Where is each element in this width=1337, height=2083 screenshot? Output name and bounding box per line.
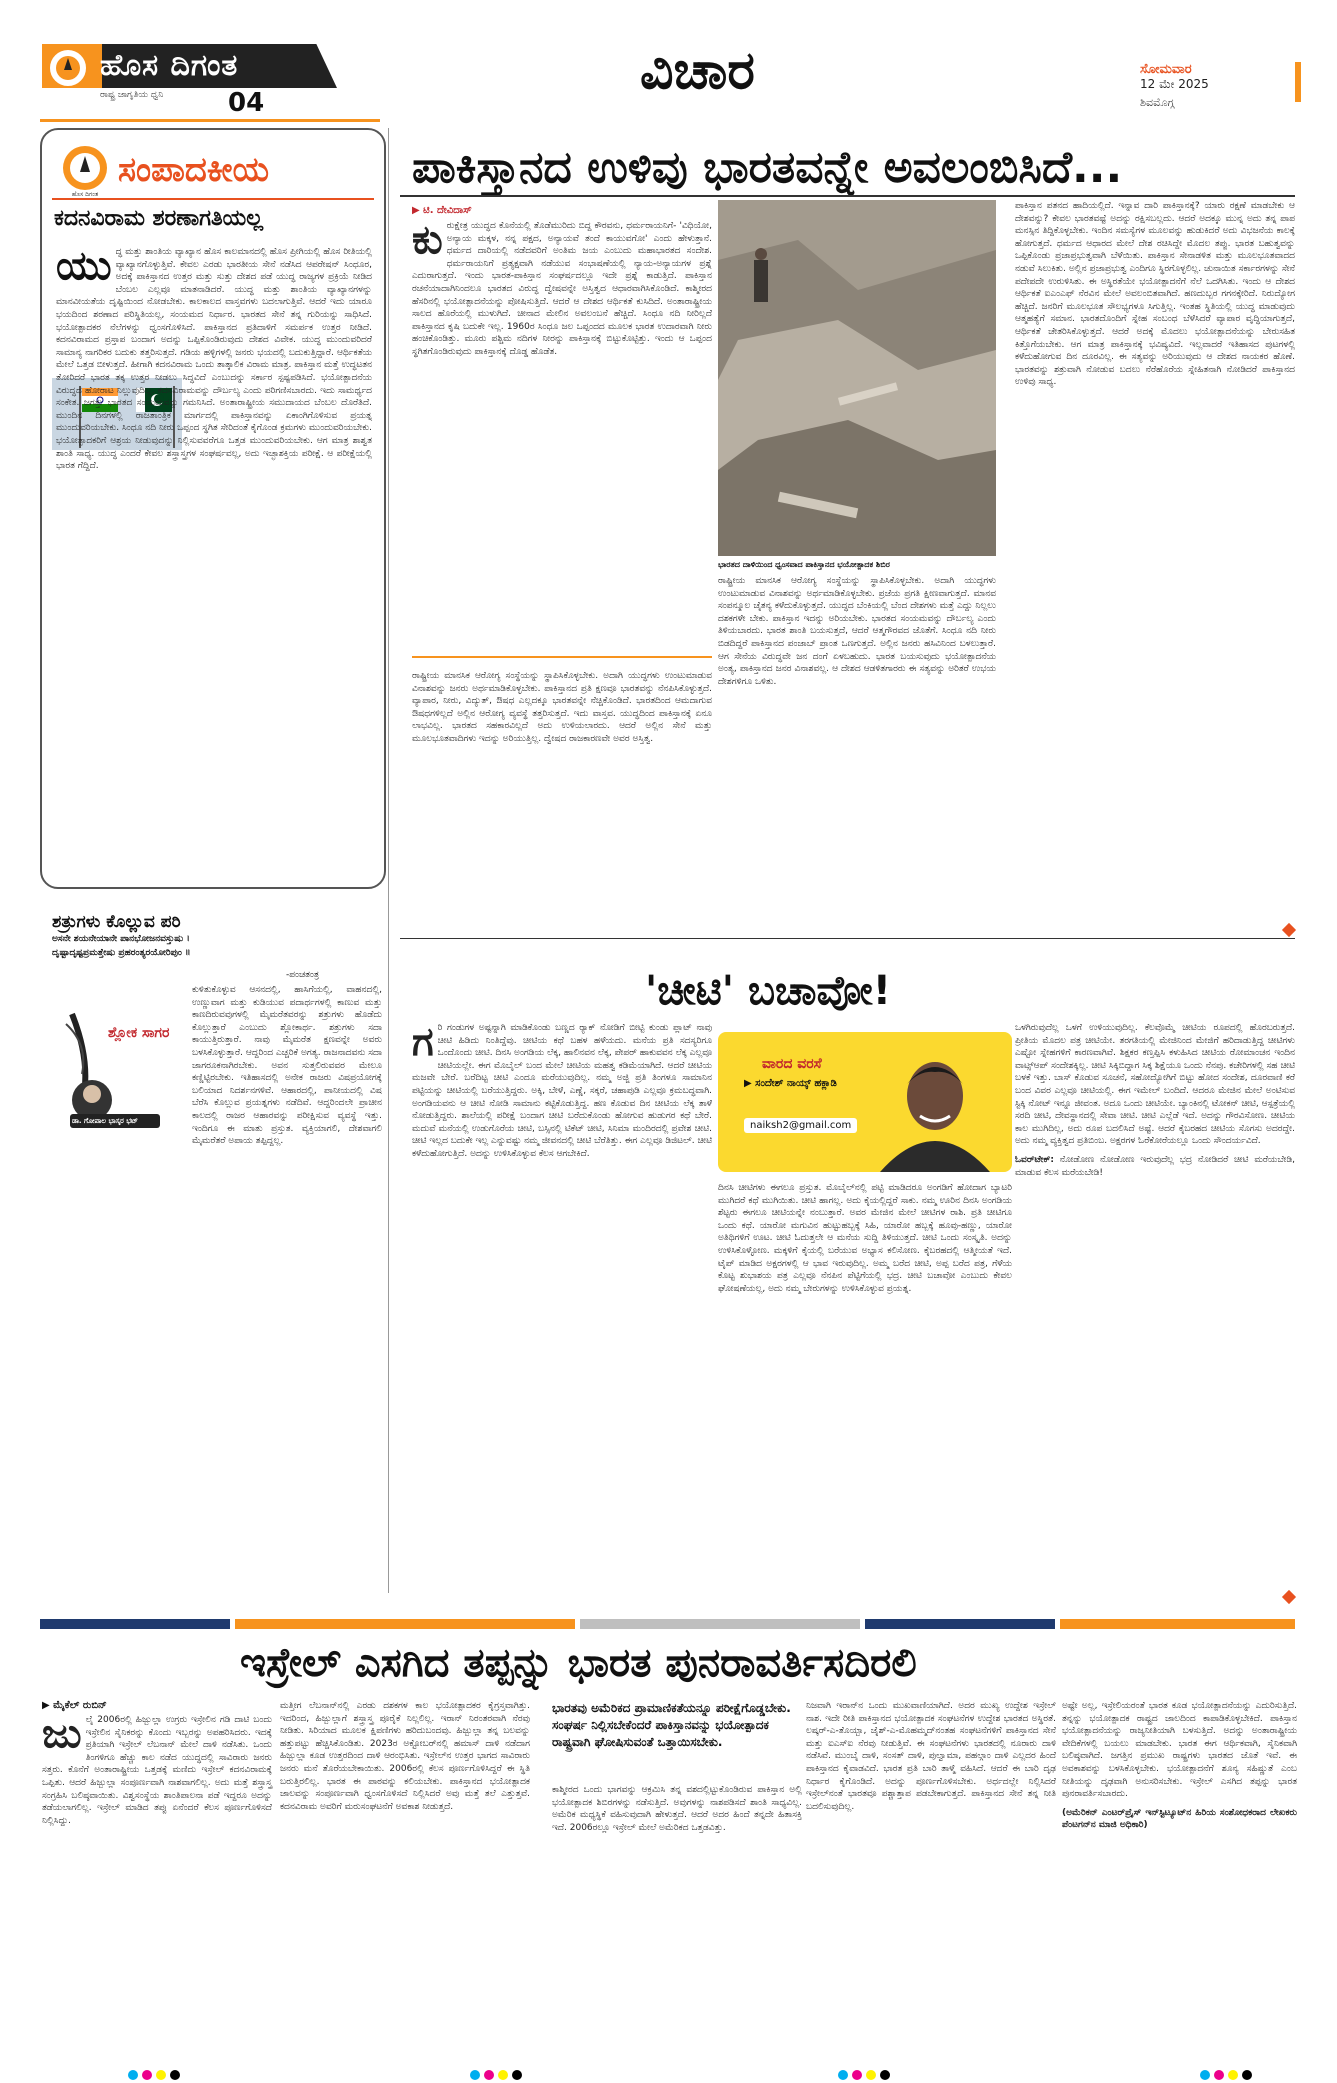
lead-column-3: ರಾಷ್ಟ್ರೀಯ ಮಾನಸಿಕ ಆರೋಗ್ಯ ಸಂಸ್ಥೆಯನ್ನು ಸ್ಥಾಪಿಸಿಕೊಳ್ಳಬೇಕು. ಅದಾಗಿ ಯುದ್ಧಗಳು ಉಂಟುಮಾಡುವ ವಿನಾಶವನ್ನು ಅರ್ಥಮಾಡಿಕೊಳ್ಳಬೇಕು. ಪ್ರಜೆಯ ಪ್ರಗತಿ ಕ್ಷೀಣವಾಗುತ್ತದೆ. ಮಾನವ ಸಂಪನ್ಮೂಲ ಚೈತನ್ಯ ಕಳೆದುಕೊಳ್ಳುತ್ತದೆ. ಯುದ್ಧದ ಬೆಂಕಿಯಲ್ಲಿ ಬೆಂದ ದೇಶಗಳು ಮತ್ತೆ ಎದ್ದು ನಿಲ್ಲಲು ದಶಕಗಳೇ ಬೇಕು. ಪಾಕಿಸ್ತಾನ ಇದನ್ನು ಅರಿಯಬೇಕು. ಭಾರತದ ಸಂಯಮವನ್ನು ದೌರ್ಬಲ್ಯ ಎಂದು ತಿಳಿಯಬಾರದು. ಭಾರತ ಶಾಂತಿ ಬಯಸುತ್ತದೆ, ಆದರೆ ಆತ್ಮಗೌರವದ ಜೊತೆಗೆ. ಸಿಂಧೂ ನದಿ ನೀರು ಬಿಡದಿದ್ದರೆ ಪಾಕಿಸ್ತಾನದ ಪಂಜಾಬ್ ಪ್ರಾಂತ ಒಣಗುತ್ತದೆ. ಅಲ್ಲಿನ ಜನರು ಹಸಿವಿನಿಂದ ಬಳಲುತ್ತಾರೆ. ಆಗ ಸೇನೆಯ ವಿರುದ್ಧವೇ ಜನ ದಂಗೆ ಏಳಬಹುದು. ಭಾರತ ಬಯಸುವುದು ಭಯೋತ್ಪಾದನೆಯ ಅಂತ್ಯ, ಪಾಕಿಸ್ತಾನದ ಜನರ ವಿನಾಶವಲ್ಲ. ಆ ದೇಶದ ಆಡಳಿತಗಾರರು ಈ ಸತ್ಯವನ್ನು ಅರಿತರೆ ಉಭಯ ದೇಶಗಳಿಗೂ ಒಳಿತು. [718, 576, 996, 687]
column-divider [388, 128, 389, 1593]
editorial-body [56, 243, 372, 473]
israel-column-1 [42, 1711, 272, 1827]
column-author: ▶ ಸಂದೇಶ್ ನಾಯ್ಕ್ ಹಕ್ಲಾಡಿ [744, 1078, 837, 1089]
cheeti-tail-label: ಓವರ್‌ಟೇಕ್: [1015, 1154, 1054, 1165]
svg-text:ಹೊಸ ದಿಗಂತ: ಹೊಸ ದಿಗಂತ [71, 191, 99, 198]
cheeti-column-1 [412, 1019, 712, 1161]
shloka-source: -ಪಂಚತಂತ್ರ [286, 970, 320, 980]
editorial-text: ದ್ಧ ಮತ್ತು ಶಾಂತಿಯ ವ್ಯಾಖ್ಯಾನ ಹೊಸ ಕಾಲಮಾನದಲ್ಲಿ ಹೊಸ ಪ್ರೀಗಿಯಲ್ಲಿ ಹೊಸ ರೀತಿಯಲ್ಲಿ ವ್ಯಾಖ್ಯಾನಗೊಳ್ಳುತ್ತಿವೆ. ಕೇವಲ ಎರಡು ಭಾರತೀಯ ಸೇನೆ ನಡೆಸಿದ ಆಪರೇಷನ್ ಸಿಂಧೂರ, ಅದಕ್ಕೆ ಪಾಕಿಸ್ತಾನದ ಉತ್ತರ ಮತ್ತು ಸುತ್ತು ದೇಶದ ಪಡೆ ಯುದ್ಧ ರಾಜ್ಯಗಳ ಪ್ರಕ್ರಿಯೆ ನೀಡಿದ ಬೆಂಬಲ ಎಲ್ಲವೂ ಮಾತನಾಡಿದರೆ. ಯುದ್ಧ ಮತ್ತು ಶಾಂತಿಯ ವ್ಯಾಖ್ಯಾನಗಳನ್ನು ಮಾನವೀಯತೆಯ ದೃಷ್ಟಿಯಿಂದ ನೋಡಬೇಕು. ಕಾಲಕಾಲದ ವಾಸ್ತವಗಳು ಬದಲಾಗುತ್ತಿವೆ. ಆದರೆ ಇದು ಯಾರೂ ಭಯದಿಂದ ಶರಣಾದ ಪರಿಸ್ಥಿತಿಯಲ್ಲ, ಸಂಯಮದ ನಿರ್ಧಾರ. ಭಾರತದ ಸೇನೆ ತನ್ನ ಗುರಿಯನ್ನು ಸಾಧಿಸಿದೆ. ಭಯೋತ್ಪಾದಕರ ನೆಲೆಗಳನ್ನು ಧ್ವಂಸಗೊಳಿಸಿದೆ. ಪಾಕಿಸ್ತಾನದ ಪ್ರತಿದಾಳಿಗೆ ಸಮರ್ಪಕ ಉತ್ತರ ನೀಡಿದೆ. ಕದನವಿರಾಮದ ಪ್ರಸ್ತಾಪ ಬಂದಾಗ ಅದನ್ನು ಒಪ್ಪಿಕೊಂಡಿರುವುದು ದೇಶದ ವಿವೇಕ. ಯುದ್ಧ ಮುಂದುವರಿದರೆ ಸಾಮಾನ್ಯ ನಾಗರಿಕರ ಬದುಕು ತತ್ತರಿಸುತ್ತದೆ. ಗಡಿಯ ಹಳ್ಳಿಗಳಲ್ಲಿ ಜನರು ಭಯದಲ್ಲಿ ಬದುಕುತ್ತಿದ್ದಾರೆ. ಆರ್ಥಿಕತೆಯ ಮೇಲೆ ಒತ್ತಡ ಬೀಳುತ್ತದೆ. ಹೀಗಾಗಿ ಕದನವಿರಾಮ ಒಂದು ತಾತ್ಕಾಲಿಕ ವಿರಾಮ ಮಾತ್ರ. ಪಾಕಿಸ್ತಾನ ಮತ್ತೆ ಉದ್ಧಟತನ ತೋರಿದರೆ ಭಾರತ ತಕ್ಕ ಉತ್ತರ ನೀಡಲು ಸಿದ್ಧವಿದೆ ಎಂಬುದನ್ನು ಸರ್ಕಾರ ಸ್ಪಷ್ಟಪಡಿಸಿದೆ. ಭಯೋತ್ಪಾದನೆಯ ವಿರುದ್ಧದ ಹೋರಾಟ ನಿಲ್ಲುವುದಿಲ್ಲ. ಕದನವಿರಾಮವನ್ನು ದೌರ್ಬಲ್ಯ ಎಂದು ಪರಿಗಣಿಸಬಾರದು. ಇದು ಸಾಮರ್ಥ್ಯದ ಸಂಕೇತ. ಜಗತ್ತು ಭಾರತದ ಸಂಯಮವನ್ನು ಗಮನಿಸಿದೆ. ಅಂತಾರಾಷ್ಟ್ರೀಯ ಸಮುದಾಯದ ಬೆಂಬಲ ದೊರೆತಿದೆ. ಮುಂದಿನ ದಿನಗಳಲ್ಲಿ ರಾಜತಾಂತ್ರಿಕ ಮಾರ್ಗದಲ್ಲಿ ಪಾಕಿಸ್ತಾನವನ್ನು ಏಕಾಂಗಿಗೊಳಿಸುವ ಪ್ರಯತ್ನ ಮುಂದುವರಿಯಬೇಕು. ಸಿಂಧೂ ನದಿ ನೀರು ಒಪ್ಪಂದ ಸ್ಥಗಿತ ಸೇರಿದಂತೆ ಕೈಗೊಂಡ ಕ್ರಮಗಳು ಮುಂದುವರಿಯಬೇಕು. ಭಯೋತ್ಪಾದಕರಿಗೆ ಆಶ್ರಯ ನೀಡುವುದನ್ನು ನಿಲ್ಲಿಸುವವರೆಗೂ ಒತ್ತಡ ಮುಂದುವರಿಯಬೇಕು. ಆಗ ಮಾತ್ರ ಶಾಶ್ವತ ಶಾಂತಿ ಸಾಧ್ಯ. ಯುದ್ಧ ಎಂದರೆ ಕೇವಲ ಶಸ್ತ್ರಾಸ್ತ್ರಗಳ ಸಂಘರ್ಷವಲ್ಲ, ಅದು ಇಚ್ಛಾಶಕ್ತಿಯ ಪರೀಕ್ಷೆ. ಆ ಪರೀಕ್ಷೆಯಲ್ಲಿ ಭಾರತ ಗೆದ್ದಿದೆ. [56, 247, 372, 472]
cheeti-column-3 [1015, 1022, 1295, 1181]
black-dot-icon [512, 2070, 522, 2080]
lead-photo-caption: ಭಾರತದ ದಾಳಿಯಿಂದ ಧ್ವಂಸವಾದ ಪಾಕಿಸ್ತಾನದ ಭಯೋತ್ಪಾದಕ ಶಿಬಿರ [718, 560, 890, 569]
israel-dropcap: ಜು [42, 1711, 82, 1757]
lead-column-2: ರಾಷ್ಟ್ರೀಯ ಮಾನಸಿಕ ಆರೋಗ್ಯ ಸಂಸ್ಥೆಯನ್ನು ಸ್ಥಾಪಿಸಿಕೊಳ್ಳಬೇಕು. ಅದಾಗಿ ಯುದ್ಧಗಳು ಉಂಟುಮಾಡುವ ವಿನಾಶವನ್ನು ಜನರು ಅರ್ಥಮಾಡಿಕೊಳ್ಳಬೇಕು. ಪಾಕಿಸ್ತಾನದ ಪ್ರತಿ ಕ್ಷಣವೂ ಭಾರತವನ್ನು ನೆನಪಿಸಿಕೊಳ್ಳುತ್ತದೆ. ವ್ಯಾಪಾರ, ನೀರು, ವಿದ್ಯುತ್, ಔಷಧ ಎಲ್ಲದಕ್ಕೂ ಭಾರತವನ್ನೇ ನೆಚ್ಚಿಕೊಂಡಿದೆ. ಭಾರತದಿಂದ ಆಮದಾಗುವ ಔಷಧಗಳಿಲ್ಲದೆ ಅಲ್ಲಿನ ಆರೋಗ್ಯ ವ್ಯವಸ್ಥೆ ತತ್ತರಿಸುತ್ತದೆ. ಇದು ವಾಸ್ತವ. ಯುದ್ಧದಿಂದ ಪಾಕಿಸ್ತಾನಕ್ಕೆ ಏನೂ ಲಾಭವಿಲ್ಲ. ಭಾರತದ ಸಹಕಾರವಿಲ್ಲದೆ ಅದು ಉಳಿಯಲಾರದು. ಆದರೆ ಅಲ್ಲಿನ ಸೇನೆ ಮತ್ತು ಮೂಲಭೂತವಾದಿಗಳು ಇದನ್ನು ಅರಿಯುತ್ತಿಲ್ಲ. ದ್ವೇಷದ ರಾಜಕಾರಣವೇ ಅವರ ಅಸ್ತಿತ್ವ. [412, 671, 712, 744]
newspaper-logo-icon [48, 48, 88, 88]
cheeti-tail-text: ನೋಡೋಣ ನೋಡೋಣ ಇರುವುದೆಲ್ಲ ಭದ್ರ ನೋಡಿದರೆ ಚೀಟಿ ಮರೆಯಬೇಡಿ, ಮಾಡುವ ಕೆಲಸ ಮರೆಯಬೇಡಿ! [1015, 1154, 1295, 1178]
cheeti-headline: 'ಚೀಟಿ' ಬಚಾವೋ! [645, 968, 891, 1014]
cheeti-rule [400, 938, 1295, 939]
shloka-text: ಕುಳಿತುಕೊಳ್ಳುವ ಆಸನದಲ್ಲಿ, ಹಾಸಿಗೆಯಲ್ಲಿ, ವಾಹನದಲ್ಲಿ, ಉಣ್ಣುವಾಗ ಮತ್ತು ಕುಡಿಯುವ ಪದಾರ್ಥಗಳಲ್ಲಿ ಕಾಣುವ ಮತ್ತು ಕಾಣದಿರುವವುಗಳಲ್ಲಿ ಮೈಮರೆತವರನ್ನು ಶತ್ರುಗಳು ಹೊಡೆದು ಕೊಲ್ಲುತ್ತಾರೆ ಎಂಬುದು ಶ್ಲೋಕಾರ್ಥ. ಶತ್ರುಗಳು ಸದಾ ಕಾಯುತ್ತಿರುತ್ತಾರೆ. ನಾವು ಮೈಮರೆತ ಕ್ಷಣವನ್ನೇ ಅವರು ಬಳಸಿಕೊಳ್ಳುತ್ತಾರೆ. ಆದ್ದರಿಂದ ಎಚ್ಚರಿಕೆ ಅಗತ್ಯ. ರಾಜನಾದವನು ಸದಾ ಜಾಗರೂಕನಾಗಿರಬೇಕು. ಅವನ ಸುತ್ತಲಿರುವವರ ಮೇಲೂ ಕಣ್ಣಿಟ್ಟಿರಬೇಕು. ಇತಿಹಾಸದಲ್ಲಿ ಅನೇಕ ರಾಜರು ವಿಷಪ್ರಯೋಗಕ್ಕೆ ಬಲಿಯಾದ ನಿದರ್ಶನಗಳಿವೆ. ಆಹಾರದಲ್ಲಿ, ಪಾನೀಯದಲ್ಲಿ ವಿಷ ಬೆರೆಸಿ ಕೊಲ್ಲುವ ಪ್ರಯತ್ನಗಳು ನಡೆದಿವೆ. ಆದ್ದರಿಂದಲೇ ಪ್ರಾಚೀನ ಕಾಲದಲ್ಲಿ ರಾಜರ ಆಹಾರವನ್ನು ಪರೀಕ್ಷಿಸುವ ವ್ಯವಸ್ಥೆ ಇತ್ತು. ಇಂದಿಗೂ ಈ ಮಾತು ಪ್ರಸ್ತುತ. ವ್ಯಕ್ತಿಯಾಗಲಿ, ದೇಶವಾಗಲಿ ಮೈಮರೆತರೆ ಅಪಾಯ ತಪ್ಪಿದ್ದಲ್ಲ. [192, 985, 382, 1147]
yellow-dot-icon [498, 2070, 508, 2080]
cheeti-column-2: ದಿನಸಿ ಚೀಟಿಗಳು ಈಗಲೂ ಪ್ರಸ್ತುತ. ಮೊಬೈಲ್‌ನಲ್ಲಿ ಪಟ್ಟಿ ಮಾಡಿದರೂ ಅಂಗಡಿಗೆ ಹೋದಾಗ ಬ್ಯಾಟರಿ ಮುಗಿದರೆ ಕಥೆ ಮುಗಿಯಿತು. ಚೀಟಿ ಹಾಗಲ್ಲ. ಅದು ಕೈಯಲ್ಲಿದ್ದರೆ ಸಾಕು. ನಮ್ಮ ಊರಿನ ದಿನಸಿ ಅಂಗಡಿಯ ಶೆಟ್ಟರು ಈಗಲೂ ಚೀಟಿಯನ್ನೇ ನಂಬುತ್ತಾರೆ. ಅವರ ಮೇಜಿನ ಮೇಲೆ ಚೀಟಿಗಳ ರಾಶಿ. ಪ್ರತಿ ಚೀಟಿಗೂ ಒಂದು ಕಥೆ. ಯಾರೋ ಮಗುವಿನ ಹುಟ್ಟುಹಬ್ಬಕ್ಕೆ ಸಿಹಿ, ಯಾರೋ ಹಬ್ಬಕ್ಕೆ ಹೂವು-ಹಣ್ಣು, ಯಾರೋ ಅತಿಥಿಗಳಿಗೆ ಊಟ. ಚೀಟಿ ಓದುತ್ತಲೇ ಆ ಮನೆಯ ಸುದ್ದಿ ತಿಳಿಯುತ್ತದೆ. ಚೀಟಿ ಒಂದು ಸಂಸ್ಕೃತಿ. ಅದನ್ನು ಉಳಿಸಿಕೊಳ್ಳೋಣ. ಮಕ್ಕಳಿಗೆ ಕೈಯಲ್ಲಿ ಬರೆಯುವ ಅಭ್ಯಾಸ ಕಲಿಸೋಣ. ಕೈಬರಹದಲ್ಲಿ ಆತ್ಮೀಯತೆ ಇದೆ. ಟೈಪ್ ಮಾಡಿದ ಅಕ್ಷರಗಳಲ್ಲಿ ಆ ಭಾವ ಇರುವುದಿಲ್ಲ. ಅಮ್ಮ ಬರೆದ ಚೀಟಿ, ಅಪ್ಪ ಬರೆದ ಪತ್ರ, ಗೆಳೆಯ ಕೊಟ್ಟ ಶುಭಾಶಯ ಪತ್ರ ಎಲ್ಲವೂ ನೆನಪಿನ ಪೆಟ್ಟಿಗೆಯಲ್ಲಿ ಭದ್ರ. ಚೀಟಿ ಬಚಾವೋ ಎಂಬುದು ಕೇವಲ ಘೋಷಣೆಯಲ್ಲ, ಅದು ನಮ್ಮ ಬೇರುಗಳನ್ನು ಉಳಿಸಿಕೊಳ್ಳುವ ಪ್ರಯತ್ನ. [718, 1183, 1012, 1294]
editorial-label: ಸಂಪಾದಕೀಯ [118, 150, 269, 190]
magenta-dot-icon [1214, 2070, 1224, 2080]
black-dot-icon [1242, 2070, 1252, 2080]
editorial-logo-icon [56, 144, 114, 198]
lead-column-1 [412, 217, 712, 359]
magenta-dot-icon [484, 2070, 494, 2080]
yellow-dot-icon [1228, 2070, 1238, 2080]
yellow-dot-icon [156, 2070, 166, 2080]
black-dot-icon [880, 2070, 890, 2080]
section-title: ವಿಚಾರ [640, 40, 755, 101]
israel-column-3: ಕಾಶ್ಮೀರದ ಒಂದು ಭಾಗವನ್ನು ಆಕ್ರಮಿಸಿ ತನ್ನ ವಶದಲ್ಲಿಟ್ಟುಕೊಂಡಿರುವ ಪಾಕಿಸ್ತಾನ ಅಲ್ಲಿ ಭಯೋತ್ಪಾದಕ ಶಿಬಿರಗಳನ್ನು ನಡೆಸುತ್ತಿದೆ. ಅವುಗಳನ್ನು ನಾಶಪಡಿಸದೆ ಶಾಂತಿ ಸಾಧ್ಯವಿಲ್ಲ. ಅಮೆರಿಕ ಮಧ್ಯಸ್ಥಿಕೆ ವಹಿಸುವುದಾಗಿ ಹೇಳುತ್ತದೆ. ಆದರೆ ಅದರ ಹಿಂದೆ ತನ್ನದೇ ಹಿತಾಸಕ್ತಿ ಇದೆ. 2006ರಲ್ಲೂ ಇಸ್ರೇಲ್ ಮೇಲೆ ಅಮೆರಿಕದ ಒತ್ತಡವಿತ್ತು. [552, 1785, 802, 1833]
israel-column-4: ನಿಜವಾಗಿ ಇರಾನ್‌ನ ಒಂದು ಮುಖವಾಣಿಯಾಗಿದೆ. ಅದರ ಮುಖ್ಯ ಉದ್ದೇಶ ಇಸ್ರೇಲ್ ನಾಶ. ಇದೇ ರೀತಿ ಪಾಕಿಸ್ತಾನದ ಭಯೋತ್ಪಾದಕ ಸಂಘಟನೆಗಳ ಉದ್ದೇಶ ಭಾರತದ ಅಸ್ಥಿರತೆ. ಲಷ್ಕರ್-ಎ-ತೊಯ್ಬಾ, ಜೈಶ್-ಎ-ಮೊಹಮ್ಮದ್‌ನಂತಹ ಸಂಘಟನೆಗಳಿಗೆ ಪಾಕಿಸ್ತಾನದ ಸೇನೆ ಮತ್ತು ಐಎಸ್‌ಐ ನೆರವು ನೀಡುತ್ತಿವೆ. ಈ ಸಂಘಟನೆಗಳು ಭಾರತದಲ್ಲಿ ನೂರಾರು ದಾಳಿ ನಡೆಸಿವೆ. ಮುಂಬೈ ದಾಳಿ, ಸಂಸತ್ ದಾಳಿ, ಪುಲ್ವಾಮಾ, ಪಹಲ್ಗಾಂ ದಾಳಿ ಎಲ್ಲದರ ಹಿಂದೆ ಪಾಕಿಸ್ತಾನದ ಕೈವಾಡವಿದೆ. ಭಾರತ ಪ್ರತಿ ಬಾರಿ ತಾಳ್ಮೆ ವಹಿಸಿದೆ. ಆದರೆ ಈ ಬಾರಿ ದೃಢ ನಿರ್ಧಾರ ಕೈಗೊಂಡಿದೆ. ಅದನ್ನು ಪೂರ್ಣಗೊಳಿಸಬೇಕು. ಅರ್ಧದಲ್ಲೇ ನಿಲ್ಲಿಸಿದರೆ ಇಸ್ರೇಲ್‌ನಂತೆ ಭಾರತವೂ ಪಶ್ಚಾತ್ತಾಪ ಪಡಬೇಕಾಗುತ್ತದೆ. ಪಾಕಿಸ್ತಾನದ ಸೇನೆ ತನ್ನ ನೀತಿ ಬದಲಿಸುವುದಿಲ್ಲ. [806, 1701, 1056, 1812]
cyan-dot-icon [128, 2070, 138, 2080]
israel-headline: ಇಸ್ರೇಲ್ ಎಸಗಿದ ತಪ್ಪನ್ನು ಭಾರತ ಪುನರಾವರ್ತಿಸದಿರಲಿ [240, 1640, 917, 1686]
lead-byline: ▶ ಟಿ. ದೇವಿದಾಸ್ [412, 205, 472, 216]
column-label: ವಾರದ ವರಸೆ [762, 1056, 822, 1072]
lead-rule [400, 195, 1295, 197]
newspaper-tagline: ರಾಷ್ಟ್ರ ಜಾಗೃತಿಯ ಧ್ವನಿ [100, 90, 164, 100]
masthead-stripe [40, 119, 380, 122]
shloka-author: ಡಾ. ಗೋಪಾಲ ಭಾಸ್ಕರ ಭಟ್ [72, 1117, 138, 1125]
page-number: 04 [228, 88, 265, 118]
editorial-headline: ಕದನವಿರಾಮ ಶರಣಾಗತಿಯಲ್ಲ [54, 206, 264, 231]
color-bar [40, 1614, 1295, 1624]
date-label: 12 ಮೇ 2025 [1140, 77, 1209, 91]
shloka-verse-1: ಅಸನೇ ಶಯನೇಯಾನೇ ಪಾನಭೋಜನವಸ್ತುಷು । [52, 934, 190, 944]
shloka-title: ಶತ್ರುಗಳು ಕೊಲ್ಲುವ ಪರಿ [52, 912, 181, 932]
cheeti-dropcap: ಗ [412, 1019, 434, 1065]
lead-col1-text: ರುಕ್ಷೇತ್ರ ಯುದ್ಧದ ಕೊನೆಯಲ್ಲಿ ತೊಡೆಮುರಿದು ಬಿದ್ದ ಕೌರವನು, ಧರ್ಮರಾಯನಿಗೆ- 'ವಿಧಿಯೋ, ಅನ್ಯಾಯ ಮಕ್ಕಳ, ನನ್ನ ಪಕ್ಷದ, ಅನ್ಯಾಯವೆ ತಂದೆ ಕಾಯುವಗೋ' ಎಂದು ಹೇಳುತ್ತಾನೆ. ಧರ್ಮದ ದಾರಿಯಲ್ಲಿ ನಡೆದವರಿಗೆ ಅಂತಿಮ ಜಯ ಎಂಬುದು ಮಹಾಭಾರತದ ಸಂದೇಶ. ಧರ್ಮರಾಯನಿಗೆ ಪ್ರತ್ಯಕ್ಷವಾಗಿ ನಡೆಯುವ ಸಂಭಾಷಣೆಯಲ್ಲಿ ನ್ಯಾಯ-ಅನ್ಯಾಯಗಳ ಪ್ರಶ್ನೆ ಎದುರಾಗುತ್ತದೆ. ಇಂದು ಭಾರತ-ಪಾಕಿಸ್ತಾನ ಸಂಘರ್ಷದಲ್ಲೂ ಇದೇ ಪ್ರಶ್ನೆ ಕಾಡುತ್ತಿದೆ. ಪಾಕಿಸ್ತಾನ ರಚನೆಯಾದಾಗಿನಿಂದಲೂ ಭಾರತದ ವಿರುದ್ಧ ದ್ವೇಷವನ್ನೇ ಅಸ್ತಿತ್ವದ ಆಧಾರವಾಗಿಸಿಕೊಂಡಿದೆ. ಕಾಶ್ಮೀರದ ಹೆಸರಿನಲ್ಲಿ ಭಯೋತ್ಪಾದನೆಯನ್ನು ಪೋಷಿಸುತ್ತಿದೆ. ಆದರೆ ಆ ದೇಶದ ಆರ್ಥಿಕತೆ ಕುಸಿದಿದೆ. ಅಂತಾರಾಷ್ಟ್ರೀಯ ಸಾಲದ ಹೊರೆಯಲ್ಲಿ ಮುಳುಗಿದೆ. ಚೀನಾದ ಮೇಲಿನ ಅವಲಂಬನೆ ಹೆಚ್ಚಿದೆ. ಸಿಂಧೂ ನದಿ ನೀರಿಲ್ಲದೆ ಪಾಕಿಸ್ತಾನದ ಕೃಷಿ ಬದುಕೇ ಇಲ್ಲ. 1960ರ ಸಿಂಧೂ ಜಲ ಒಪ್ಪಂದದ ಮೂಲಕ ಭಾರತ ಉದಾರವಾಗಿ ನೀರು ಹಂಚಿಕೊಂಡಿತ್ತು. ಮೂರು ಪಶ್ಚಿಮ ನದಿಗಳ ನೀರನ್ನು ಪಾಕಿಸ್ತಾನಕ್ಕೆ ಬಿಟ್ಟುಕೊಟ್ಟಿತ್ತು. ಇಂದು ಆ ಒಪ್ಪಂದ ಸ್ಥಗಿತಗೊಂಡಿರುವುದು ಪಾಕಿಸ್ತಾನಕ್ಕೆ ದೊಡ್ಡ ಹೊಡೆತ. [412, 221, 712, 357]
editorial-rule [52, 198, 374, 200]
magenta-dot-icon [852, 2070, 862, 2080]
cyan-dot-icon [838, 2070, 848, 2080]
shloka-body [52, 984, 382, 1148]
editorial-dropcap: ಯು [56, 243, 112, 289]
end-mark-icon [1282, 923, 1296, 937]
column-email: naiksh2@gmail.com [744, 1118, 857, 1133]
newspaper-name: ಹೊಸ ದಿಗಂತ [100, 48, 239, 83]
yellow-dot-icon [866, 2070, 876, 2080]
shloka-verse-2: ದೃಷ್ಟಾದೃಷ್ಟಪ್ರಮತ್ತೇಷು ಪ್ರಹರಂತ್ಯರಯೋರಿಪುಂ ॥ [52, 948, 191, 958]
shloka-sagar-badge [52, 1004, 184, 1132]
israel-col1-text: ಲೈ 2006ರಲ್ಲಿ ಹಿಜ್ಬುಲ್ಲಾ ಉಗ್ರರು ಇಸ್ರೇಲಿನ ಗಡಿ ದಾಟಿ ಬಂದು ಇಸ್ರೇಲಿನ ಸೈನಿಕರನ್ನು ಕೊಂದು ಇಬ್ಬರನ್ನು ಅಪಹರಿಸಿದರು. ಇದಕ್ಕೆ ಪ್ರತಿಯಾಗಿ ಇಸ್ರೇಲ್ ಲೆಬನಾನ್ ಮೇಲೆ ದಾಳಿ ನಡೆಸಿತು. ಒಂದು ತಿಂಗಳಿಗೂ ಹೆಚ್ಚು ಕಾಲ ನಡೆದ ಯುದ್ಧದಲ್ಲಿ ಸಾವಿರಾರು ಜನರು ಸತ್ತರು. ಕೊನೆಗೆ ಅಂತಾರಾಷ್ಟ್ರೀಯ ಒತ್ತಡಕ್ಕೆ ಮಣಿದು ಇಸ್ರೇಲ್ ಕದನವಿರಾಮಕ್ಕೆ ಒಪ್ಪಿತು. ಆದರೆ ಹಿಜ್ಬುಲ್ಲಾ ಸಂಪೂರ್ಣವಾಗಿ ನಾಶವಾಗಲಿಲ್ಲ. ಅದು ಮತ್ತೆ ಶಸ್ತ್ರಾಸ್ತ್ರ ಸಂಗ್ರಹಿಸಿ ಬಲಿಷ್ಠವಾಯಿತು. ವಿಶ್ವಸಂಸ್ಥೆಯ ಶಾಂತಿಪಾಲನಾ ಪಡೆ ಇದ್ದರೂ ಅದನ್ನು ತಡೆಯಲಾಗಲಿಲ್ಲ. ಇಸ್ರೇಲ್ ಮಾಡಿದ ತಪ್ಪು ಏನೆಂದರೆ ಕೆಲಸ ಪೂರ್ಣಗೊಳಿಸದೆ ನಿಲ್ಲಿಸಿದ್ದು. [42, 1715, 272, 1826]
cyan-dot-icon [1200, 2070, 1210, 2080]
magenta-dot-icon [142, 2070, 152, 2080]
lead-photo [718, 200, 996, 556]
israel-pull-quote: ಭಾರತವು ಅಮೆರಿಕದ ಪ್ರಾಮಾಣಿಕತೆಯನ್ನೂ ಪರೀಕ್ಷೆಗೊಡ್ಡಬೇಕು. ಸಂಘರ್ಷ ನಿಲ್ಲಿಸಬೇಕೆಂದರೆ ಪಾಕಿಸ್ತಾನವನ್ನು ಭಯೋತ್ಪಾದಕ ರಾಷ್ಟ್ರವಾಗಿ ಘೋಷಿಸುವಂತೆ ಒತ್ತಾಯಿಸಬೇಕು. [552, 1701, 791, 1749]
city-label: ಶಿವಮೊಗ್ಗ [1140, 96, 1175, 109]
black-dot-icon [170, 2070, 180, 2080]
lead-dropcap: ಕು [412, 217, 443, 263]
dateline [1140, 62, 1209, 110]
israel-column-5 [1062, 1700, 1297, 1834]
israel-column-2: ಮತ್ತೀಗ ಲೆಬನಾನ್‌ನಲ್ಲಿ ಎರಡು ದಶಕಗಳ ಕಾಲ ಭಯೋತ್ಪಾದಕರ ಕೈಗ್ರಸ್ತವಾಗಿತ್ತು. ಇದರಿಂದ, ಹಿಜ್ಬುಲ್ಲಾಗೆ ಶಸ್ತ್ರಾಸ್ತ್ರ ಪೂರೈಕೆ ನಿಲ್ಲಲಿಲ್ಲ. ಇರಾನ್ ನಿರಂತರವಾಗಿ ನೆರವು ನೀಡಿತು. ಸಿರಿಯಾದ ಮೂಲಕ ಕ್ಷಿಪಣಿಗಳು ಹರಿದುಬಂದವು. ಹಿಜ್ಬುಲ್ಲಾ ತನ್ನ ಬಲವನ್ನು ಹತ್ತುಪಟ್ಟು ಹೆಚ್ಚಿಸಿಕೊಂಡಿತು. 2023ರ ಅಕ್ಟೋಬರ್‌ನಲ್ಲಿ ಹಮಾಸ್ ದಾಳಿ ನಡೆದಾಗ ಹಿಜ್ಬುಲ್ಲಾ ಕೂಡ ಉತ್ತರದಿಂದ ದಾಳಿ ಆರಂಭಿಸಿತು. ಇಸ್ರೇಲ್‌ನ ಉತ್ತರ ಭಾಗದ ಸಾವಿರಾರು ಜನರು ಮನೆ ತೊರೆಯಬೇಕಾಯಿತು. 2006ರಲ್ಲಿ ಕೆಲಸ ಪೂರ್ಣಗೊಳಿಸಿದ್ದರೆ ಈ ಸ್ಥಿತಿ ಬರುತ್ತಿರಲಿಲ್ಲ. ಭಾರತ ಈ ಪಾಠವನ್ನು ಕಲಿಯಬೇಕು. ಪಾಕಿಸ್ತಾನದ ಭಯೋತ್ಪಾದಕ ಜಾಲವನ್ನು ಸಂಪೂರ್ಣವಾಗಿ ಧ್ವಂಸಗೊಳಿಸದೆ ನಿಲ್ಲಿಸಿದರೆ ಅವು ಮತ್ತೆ ತಲೆ ಎತ್ತುತ್ತವೆ. ಕದನವಿರಾಮ ಅವರಿಗೆ ಮರುಸಂಘಟನೆಗೆ ಅವಕಾಶ ನೀಡುತ್ತದೆ. [280, 1701, 530, 1812]
day-label: ಸೋಮವಾರ [1140, 62, 1192, 77]
end-mark-icon [1282, 1590, 1296, 1604]
registration-marks [0, 2070, 1337, 2083]
israel-author-note: (ಅಮೆರಿಕನ್ ಎಂಟರ್‌ಪ್ರೈಸ್ ಇನ್‌ಸ್ಟಿಟ್ಯೂಟ್‌ನ ಹಿರಿಯ ಸಂಶೋಧಕರಾದ ಲೇಖಕರು ಪೆಂಟಗನ್‌ನ ಮಾಜಿ ಅಧಿಕಾರಿ) [1062, 1807, 1297, 1831]
israel-col5-text: ಅಷ್ಟೇ ಅಲ್ಲ, ಇಸ್ರೇಲಿಯರಂತೆ ಭಾರತ ಕೂಡ ಭಯೋತ್ಪಾದನೆಯನ್ನು ಎದುರಿಸುತ್ತಿದೆ. ತನ್ನನ್ನು ಭಯೋತ್ಪಾದಕ ರಾಷ್ಟ್ರದ ಜಾಲದಿಂದ ಕಾಪಾಡಿಕೊಳ್ಳಬೇಕಿದೆ. ಪಾಕಿಸ್ತಾನ ಭಯೋತ್ಪಾದನೆಯನ್ನು ರಾಜ್ಯನೀತಿಯಾಗಿ ಬಳಸುತ್ತಿದೆ. ಅದನ್ನು ಅಂತಾರಾಷ್ಟ್ರೀಯ ವೇದಿಕೆಗಳಲ್ಲಿ ಬಯಲು ಮಾಡಬೇಕು. ಭಾರತ ಈಗ ಆರ್ಥಿಕವಾಗಿ, ಸೈನಿಕವಾಗಿ ಬಲಿಷ್ಠವಾಗಿದೆ. ಜಗತ್ತಿನ ಪ್ರಮುಖ ರಾಷ್ಟ್ರಗಳು ಭಾರತದ ಜೊತೆ ಇವೆ. ಈ ಅವಕಾಶವನ್ನು ಬಳಸಿಕೊಳ್ಳಬೇಕು. ಭಯೋತ್ಪಾದನೆಗೆ ಶೂನ್ಯ ಸಹಿಷ್ಣುತೆ ಎಂಬ ನೀತಿಯನ್ನು ದೃಢವಾಗಿ ಅನುಸರಿಸಬೇಕು. ಇಸ್ರೇಲ್ ಎಸಗಿದ ತಪ್ಪನ್ನು ಭಾರತ ಪುನರಾವರ್ತಿಸಬಾರದು. [1062, 1701, 1297, 1800]
dateline-bar [1295, 62, 1301, 102]
lead-column-4: ಪಾಕಿಸ್ತಾನ ಪತನದ ಹಾದಿಯಲ್ಲಿದೆ. ಇನ್ನಾವ ದಾರಿ ಪಾಕಿಸ್ತಾನಕ್ಕೆ? ಯಾರು ರಕ್ಷಣೆ ಮಾಡಬೇಕು ಆ ದೇಶವನ್ನು? ಕೇವಲ ಭಾರತವಷ್ಟೆ ಅದನ್ನು ರಕ್ಷಿಸಬಲ್ಲದು. ಆದರೆ ಅದಕ್ಕೂ ಮುನ್ನ ಅದು ತನ್ನ ಪಾಪ ಮನಸ್ಸಿನ ತಿದ್ದಿಕೊಳ್ಳಬೇಕು. ಇಂದಿನ ಸಮಸ್ಯೆಗಳ ಮೂಲವನ್ನು ಹುಡುಕಿದರೆ ಅದು ವಿಭಜನೆಯ ಕಾಲಕ್ಕೆ ಹೋಗುತ್ತದೆ. ಧರ್ಮದ ಆಧಾರದ ಮೇಲೆ ದೇಶ ರಚಿಸಿದ್ದೇ ಮೊದಲ ತಪ್ಪು. ಭಾರತ ಬಹುತ್ವವನ್ನು ಒಪ್ಪಿಕೊಂಡು ಪ್ರಜಾಪ್ರಭುತ್ವವಾಗಿ ಬೆಳೆಯಿತು. ಪಾಕಿಸ್ತಾನ ಸೇನಾಡಳಿತ ಮತ್ತು ಮೂಲಭೂತವಾದದ ನಡುವೆ ಸಿಲುಕಿತು. ಅಲ್ಲಿನ ಪ್ರಜಾಪ್ರಭುತ್ವ ಎಂದಿಗೂ ಸ್ಥಿರಗೊಳ್ಳಲಿಲ್ಲ. ಚುನಾಯಿತ ಸರ್ಕಾರಗಳನ್ನು ಸೇನೆ ಪದೇಪದೇ ಉರುಳಿಸಿತು. ಈ ಅಸ್ಥಿರತೆಯೇ ಭಯೋತ್ಪಾದನೆಗೆ ನೆಲೆ ಒದಗಿಸಿತು. ಇಂದು ಆ ದೇಶದ ಆರ್ಥಿಕತೆ ಐಎಂಎಫ್ ನೆರವಿನ ಮೇಲೆ ಅವಲಂಬಿತವಾಗಿದೆ. ಹಣದುಬ್ಬರ ಗಗನಕ್ಕೇರಿದೆ. ನಿರುದ್ಯೋಗ ಹೆಚ್ಚಿದೆ. ಜನರಿಗೆ ಮೂಲಭೂತ ಸೌಲಭ್ಯಗಳೂ ಸಿಗುತ್ತಿಲ್ಲ. ಇಂತಹ ಸ್ಥಿತಿಯಲ್ಲಿ ಯುದ್ಧ ಮಾಡುವುದು ಆತ್ಮಹತ್ಯೆಗೆ ಸಮಾನ. ಭಾರತದೊಂದಿಗೆ ಸ್ನೇಹ ಸಂಬಂಧ ಬೆಳೆಸಿದರೆ ವ್ಯಾಪಾರ ವೃದ್ಧಿಯಾಗುತ್ತದೆ, ಆರ್ಥಿಕತೆ ಚೇತರಿಸಿಕೊಳ್ಳುತ್ತದೆ. ಆದರೆ ಅದಕ್ಕೆ ಮೊದಲು ಭಯೋತ್ಪಾದನೆಯನ್ನು ಬೇರುಸಹಿತ ಕಿತ್ತೊಗೆಯಬೇಕು. ಆಗ ಮಾತ್ರ ಪಾಕಿಸ್ತಾನಕ್ಕೆ ಭವಿಷ್ಯವಿದೆ. ಇಲ್ಲವಾದರೆ ಇತಿಹಾಸದ ಪುಟಗಳಲ್ಲಿ ಕಳೆದುಹೋಗುವ ದಿನ ದೂರವಿಲ್ಲ. ಈ ಸತ್ಯವನ್ನು ಅರಿಯುವುದು ಆ ದೇಶದ ನಾಯಕರ ಹೊಣೆ. ಭಾರತವನ್ನು ಶತ್ರುವಾಗಿ ನೋಡುವ ಬದಲು ನೆರೆಹೊರೆಯ ಸ್ನೇಹಿತನಾಗಿ ನೋಡಿದರೆ ಪಾಕಿಸ್ತಾನದ ಉಳಿವು ಸಾಧ್ಯ. [1015, 201, 1295, 388]
lead-divider [412, 656, 712, 658]
shloka-sagar-label: ಶ್ಲೋಕ ಸಾಗರ [108, 1025, 170, 1041]
author-photo [870, 1040, 1000, 1172]
lead-headline: ಪಾಕಿಸ್ತಾನದ ಉಳಿವು ಭಾರತವನ್ನೇ ಅವಲಂಬಿಸಿದೆ... [412, 142, 1123, 193]
cheeti-col3-text: ಒಳಗಿರುವುದೆಲ್ಲ ಒಳಗೆ ಉಳಿಯುವುದಿಲ್ಲ. ಕೆಲವೊಮ್ಮೆ ಚೀಟಿಯ ರೂಪದಲ್ಲಿ ಹೊರಬರುತ್ತದೆ. ಪ್ರೀತಿಯ ಮೊದಲ ಪತ್ರ ಚೀಟಿಯೇ. ತರಗತಿಯಲ್ಲಿ ಮೇಜಿನಿಂದ ಮೇಜಿಗೆ ಹರಿದಾಡುತ್ತಿದ್ದ ಚೀಟಿಗಳು ಎಷ್ಟೋ ಸ್ನೇಹಗಳಿಗೆ ಕಾರಣವಾಗಿವೆ. ಶಿಕ್ಷಕರ ಕಣ್ತಪ್ಪಿಸಿ ಕಳುಹಿಸಿದ ಚೀಟಿಯ ರೋಮಾಂಚನ ಇಂದಿನ ವಾಟ್ಸ್ಆಪ್ ಸಂದೇಶಕ್ಕಿಲ್ಲ. ಚೀಟಿ ಸಿಕ್ಕಿಬಿದ್ದಾಗ ಸಿಕ್ಕ ಶಿಕ್ಷೆಯೂ ಒಂದು ನೆನಪು. ಕಚೇರಿಗಳಲ್ಲಿ ಸಹ ಚೀಟಿ ಬಳಕೆ ಇತ್ತು. ಬಾಸ್ ಕೊಡುವ ಸೂಚನೆ, ಸಹೋದ್ಯೋಗಿಗೆ ಬಿಟ್ಟು ಹೋದ ಸಂದೇಶ, ದೂರವಾಣಿ ಕರೆ ಬಂದ ವಿವರ ಎಲ್ಲವೂ ಚೀಟಿಯಲ್ಲಿ. ಈಗ ಇಮೇಲ್ ಬಂದಿದೆ. ಆದರೂ ಮೇಜಿನ ಮೇಲೆ ಅಂಟಿಸುವ ಸ್ಟಿಕ್ಕಿ ನೋಟ್ ಇನ್ನೂ ಜೀವಂತ. ಅದೂ ಒಂದು ಚೀಟಿಯೇ. ಬ್ಯಾಂಕಿನಲ್ಲಿ ಟೋಕನ್ ಚೀಟಿ, ಆಸ್ಪತ್ರೆಯಲ್ಲಿ ಸರದಿ ಚೀಟಿ, ದೇವಸ್ಥಾನದಲ್ಲಿ ಸೇವಾ ಚೀಟಿ. ಚೀಟಿ ಎಲ್ಲೆಡೆ ಇದೆ. ಅದನ್ನು ಗೌರವಿಸೋಣ. ಚೀಟಿಯ ಕಾಲ ಮುಗಿದಿಲ್ಲ, ಅದು ರೂಪ ಬದಲಿಸಿದೆ ಅಷ್ಟೆ. ಆದರೆ ಕೈಬರಹದ ಚೀಟಿಯ ಸೊಗಸು ಅದರದ್ದೇ. ಅದು ನಮ್ಮ ವ್ಯಕ್ತಿತ್ವದ ಪ್ರತಿಬಿಂಬ. ಅಕ್ಷರಗಳ ಓರೆಕೋರೆಯಲ್ಲೂ ಒಂದು ಸೌಂದರ್ಯವಿದೆ. [1015, 1023, 1295, 1147]
cheeti-col1-text: ರಿ ಗಂಡುಗಳ ಅಷ್ಟನ್ನಾಗಿ ಮಾಡಿಕೊಂಡು ಬಣ್ಣದ ರ‍್ಯಾಕ್ ನೋಡಿಗೆ ಬೀಟ್ಟಿ ಕುಂಡು ಪ್ಲಾಟ್ ನಾವು ಚೀಟಿ ಹಿಡಿದು ನಿಂತಿದ್ದೆವು. ಚೀಟಿಯ ಕಥೆ ಬಹಳ ಹಳೆಯದು. ಮನೆಯ ಪ್ರತಿ ಸದಸ್ಯರಿಗೂ ಒಂದೊಂದು ಚೀಟಿ. ದಿನಸಿ ಅಂಗಡಿಯ ಲೆಕ್ಕ, ಹಾಲಿನವನ ಲೆಕ್ಕ, ಪೇಪರ್ ಹಾಕುವವನ ಲೆಕ್ಕ ಎಲ್ಲವೂ ಚೀಟಿಯಲ್ಲೇ. ಈಗ ಮೊಬೈಲ್ ಬಂದ ಮೇಲೆ ಚೀಟಿಯ ಮಹತ್ವ ಕಡಿಮೆಯಾಗಿದೆ. ಆದರೆ ಚೀಟಿಯ ಮಜವೇ ಬೇರೆ. ಬರೆದಿಟ್ಟ ಚೀಟಿ ಎಂದೂ ಮರೆಯುವುದಿಲ್ಲ. ನಮ್ಮ ಅಜ್ಜಿ ಪ್ರತಿ ತಿಂಗಳೂ ಸಾಮಾನಿನ ಪಟ್ಟಿಯನ್ನು ಚೀಟಿಯಲ್ಲಿ ಬರೆಯುತ್ತಿದ್ದರು. ಅಕ್ಕಿ, ಬೇಳೆ, ಎಣ್ಣೆ, ಸಕ್ಕರೆ, ಚಹಾಪುಡಿ ಎಲ್ಲವೂ ಕ್ರಮಬದ್ಧವಾಗಿ. ಅಂಗಡಿಯವನು ಆ ಚೀಟಿ ನೋಡಿ ಸಾಮಾನು ಕಟ್ಟಿಕೊಡುತ್ತಿದ್ದ. ಹಣ ಕೊಡುವ ದಿನ ಚೀಟಿಯ ಲೆಕ್ಕ ತಾಳೆ ನೋಡುತ್ತಿದ್ದರು. ಶಾಲೆಯಲ್ಲಿ ಪರೀಕ್ಷೆ ಬಂದಾಗ ಚೀಟಿ ಬರೆದುಕೊಂಡು ಹೋಗುವ ಹುಡುಗರ ಕಥೆ ಬೇರೆ. ಮದುವೆ ಮನೆಯಲ್ಲಿ ಉಡುಗೊರೆಯ ಚೀಟಿ, ಬಸ್ಸಿನಲ್ಲಿ ಟಿಕೆಟ್ ಚೀಟಿ, ಸಿನಿಮಾ ಮಂದಿರದಲ್ಲಿ ಪ್ರವೇಶ ಚೀಟಿ. ಚೀಟಿ ಇಲ್ಲದ ಬದುಕೇ ಇಲ್ಲ ಎನ್ನುವಷ್ಟು ನಮ್ಮ ಜೀವನದಲ್ಲಿ ಚೀಟಿ ಬೆರೆತಿತ್ತು. ಈಗ ಎಲ್ಲವೂ ಡಿಜಿಟಲ್. ಚೀಟಿ ಕಳೆದುಹೋಗುತ್ತಿದೆ. ಅದನ್ನು ಉಳಿಸಿಕೊಳ್ಳುವ ಕೆಲಸ ಆಗಬೇಕಿದೆ. [412, 1023, 712, 1159]
israel-byline: ▶ ಮೈಕೆಲ್ ರುಬಿನ್ [42, 1700, 107, 1711]
cyan-dot-icon [470, 2070, 480, 2080]
